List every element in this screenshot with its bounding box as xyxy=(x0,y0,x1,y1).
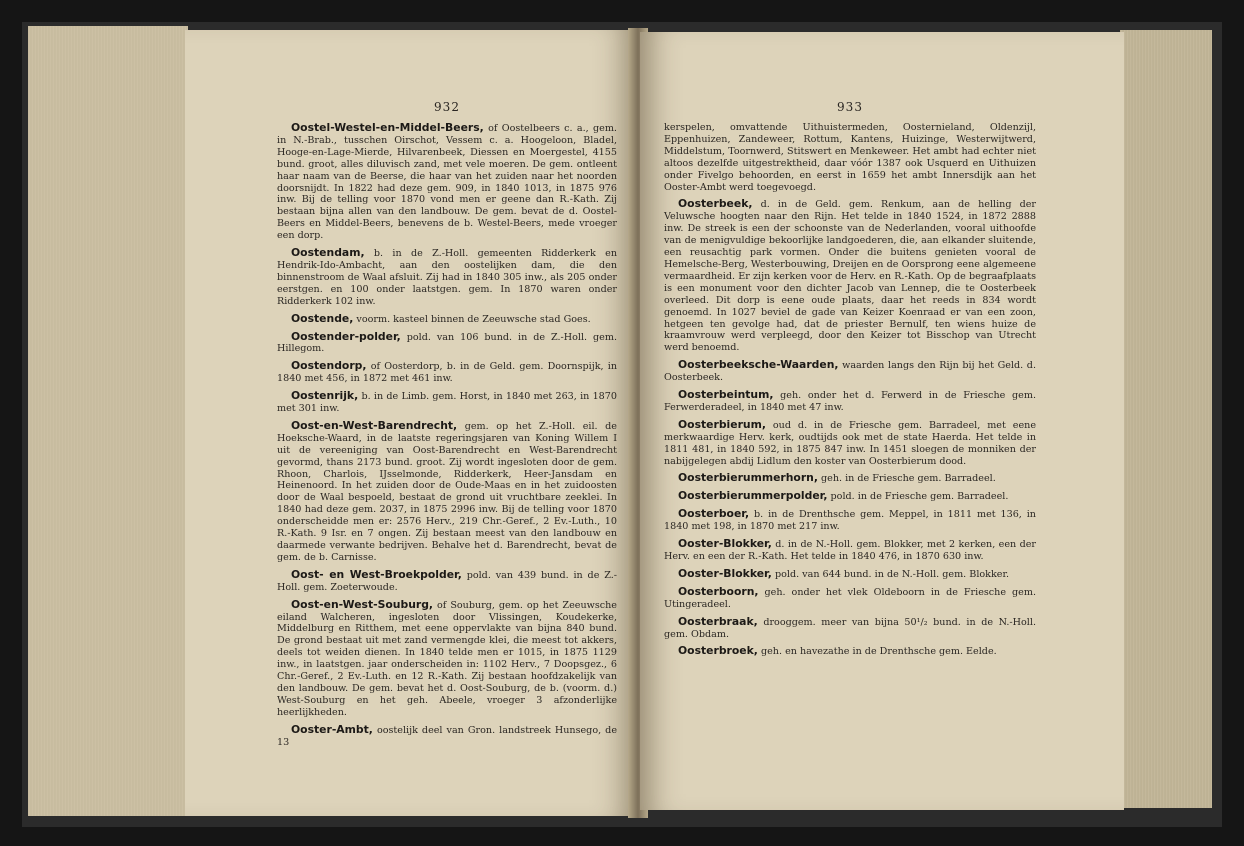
entry-text: oud d. in de Friesche gem. Barradeel, met eene merkwaardige Herv. kerk, oudtijds ook met de state Haerda. Het telde in 1811 481, in 1840 592, in 1875 847 inw. In 1451 sloegen de monniken der nabijgelegen abdij Lidlum den koster van Oosterbierum dood. xyxy=(664,419,1036,467)
entry-text: b. in de Limb. gem. Horst, in 1840 met 263, in 1870 met 301 inw. xyxy=(277,391,617,415)
dictionary-entry xyxy=(664,568,1036,581)
entry-list xyxy=(664,198,1036,658)
dictionary-entry xyxy=(277,122,617,242)
entry-text: of Oosterdorp, b. in de Geld. gem. Doornspijk, in 1840 met 456, in 1872 met 461 inw. xyxy=(277,361,617,385)
entry-text: d. in de Geld. gem. Renkum, aan de helling der Veluwsche hoogten naar den Rijn. Het telde in 1840 1524, in 1872 2888 inw. De streek is een der schoonste van de Nederlanden, vooral uithoofde van de menigvuldige bekoorlijke landgoederen, die, aan elkander sluitende, een reusachtig park vormen. Onder die buitens genieten vooral de Hemelsche-Berg, Westerbouwing, Dreijen en de Oorsprong eene algemeene vermaardheid. Er zijn kerken voor de Herv. en R.-Kath. Op de begraafplaats is een monument voor den dichter Jacob van Lennep, die te Oosterbeek overleed. Dit dorp is eene oude plaats, daar het reeds in 834 wordt genoemd. In 1027 beviel de gade van Keizer Koenraad er van een zoon, hetgeen ten gevolge had, dat de priester Bernulf, ten wiens huize de kraamvrouw werd verpleegd, door den Keizer tot Bisschop van Utrecht werd benoemd. xyxy=(664,199,1036,354)
dictionary-entry xyxy=(664,508,1036,533)
entry-headword: Oosterbeintum, xyxy=(678,388,774,402)
entry-text: pold. van 644 bund. in de N.-Holl. gem. Blokker. xyxy=(771,568,1010,580)
entry-headword: Oostendam, xyxy=(291,246,365,260)
entry-headword: Oostel-Westel-en-Middel-Beers, xyxy=(291,121,484,134)
entry-headword: Oosterboer, xyxy=(678,507,750,521)
entry-text: pold. in de Friesche gem. Barradeel. xyxy=(827,491,1009,503)
entry-text: gem. op het Z.-Holl. eil. de Hoeksche-Waard, in de laatste regeringsjaren van Koning Willem I uit de vereeniging van Oost-Barendrecht en West-Barendrecht gevormd, thans 2173 bund. groot. Zij wordt ingesloten door de gem. Rhoon, Charlois, IJsselmonde, Ridderkerk, Heer-Jansdam en Heinenoord. In het zuiden door de Oude-Maas en in het zuidoosten door de Waal bespoeld, bestaat de grond uit vruchtbare zeeklei. In 1840 had deze gem. 2037, in 1875 2996 inw. Bij de telling voor 1870 onderscheidde men er: 2576 Herv., 219 Chr.-Geref., 2 Ev.-Luth., 10 R.-Kath. 9 Isr. en 7 ongen. Zij bestaan meest van den landbouw en daarmede verwante bedrijven. Behalve het d. Barendrecht, bevat de gem. de b. Carnisse. xyxy=(277,420,617,563)
dictionary-entry xyxy=(664,490,1036,503)
entry-headword: Oostenrijk, xyxy=(291,389,359,403)
dictionary-entry xyxy=(277,331,617,356)
dictionary-entry xyxy=(277,390,617,415)
entry-headword: Oosterbierummerhorn, xyxy=(678,471,818,485)
entry-text: geh. in de Friesche gem. Barradeel. xyxy=(817,473,996,485)
dictionary-entry xyxy=(277,360,617,385)
entry-headword: Oosterbeeksche-Waarden, xyxy=(678,358,839,372)
dictionary-entry xyxy=(277,247,617,308)
entry-headword: Oosterbeek, xyxy=(678,197,753,211)
entry-headword: Oosterbraak, xyxy=(678,614,758,628)
page-number: 933 xyxy=(837,100,863,114)
entry-text: voorm. kasteel binnen de Zeeuwsche stad Goes. xyxy=(353,313,591,325)
entry-headword: Oostende, xyxy=(291,311,354,325)
entry-text: d. in de N.-Holl. gem. Blokker, met 2 kerken, een der Herv. en een der R.-Kath. Het telde in 1840 476, in 1870 630 inw. xyxy=(664,539,1036,562)
entry-headword: Oostender-polder, xyxy=(291,329,401,343)
dictionary-entry xyxy=(664,198,1036,354)
entry-headword: Oost-en-West-Souburg, xyxy=(291,597,434,611)
dictionary-entry xyxy=(664,419,1036,468)
entry-list xyxy=(277,122,617,749)
entry-headword: Ooster-Blokker, xyxy=(678,537,772,551)
entry-text: b. in de Z.-Holl. gemeenten Ridderkerk en Hendrik-Ido-Ambacht, aan den oostelijken dam, die den binnenstroom de Waal afsluit. Zij had in 1840 305 inw., als 205 onder eerstgen. en 100 onder laatstgen. gem. In 1870 waren onder Ridderkerk 102 inw. xyxy=(277,248,617,307)
dictionary-entry xyxy=(664,538,1036,563)
entry-headword: Ooster-Ambt, xyxy=(291,722,373,736)
entry-text: oostelijk deel van Gron. landstreek Hunsego, de 13 xyxy=(277,724,617,748)
entry-text: pold. van 106 bund. in de Z.-Holl. gem. Hillegom. xyxy=(277,331,617,355)
entry-text: b. in de Drenthsche gem. Meppel, in 1811 met 136, in 1840 met 198, in 1870 met 217 inw. xyxy=(664,509,1036,533)
left-page xyxy=(185,30,635,816)
entry-text: waarden langs den Rijn bij het Geld. d. Oosterbeek. xyxy=(664,360,1036,384)
dictionary-entry xyxy=(664,645,1036,658)
page-number: 932 xyxy=(434,100,460,114)
dictionary-entry xyxy=(664,616,1036,641)
continued-entry-text: kerspelen, omvattende Uithuistermeden, Oosternieland, Oldenzijl, Eppenhuizen, Zandeweer, Rottum, Kantens, Huizinge, Westerwijtwerd, Middelstum, Toornwerd, Stitswert en Menkeweer. Het ambt had echter niet altoos dezelfde uitgestrektheid, daar vóór 1387 ook Usquerd en Uithuizen onder Fivelgo behoorden, en eerst in 1659 het ambt Innersdijk aan het Ooster-Ambt werd toegevoegd. xyxy=(664,122,1036,193)
dictionary-entry xyxy=(664,359,1036,384)
entry-headword: Ooster-Blokker, xyxy=(678,566,772,580)
entry-text: of Oostelbeers c. a., gem. in N.-Brab., tusschen Oirschot, Vessem c. a. Hoogeloon, Bladel, Hooge-en-Lage-Mierde, Hilvarenbeek, Diessen en Moergestel, 4155 bund. groot, alles diluvisch zand, met vele moeren. De gem. ontleent haar naam van de Beerse, die haar van het zuiden naar het noorden doorsnijdt. In 1822 had deze gem. 909, in 1840 1013, in 1875 976 inw. Bij de telling voor 1870 vond men er geene dan R.-Kath. Zij bestaan bijna allen van den landbouw. De gem. bevat de d. Oostel-Beers en Middel-Beers, benevens de b. Westel-Beers, mede vroeger een dorp. xyxy=(277,123,617,242)
dictionary-entry xyxy=(277,724,617,749)
dictionary-entry xyxy=(664,586,1036,611)
entry-text: geh. en havezathe in de Drenthsche gem. Eelde. xyxy=(757,646,997,658)
right-page-edges xyxy=(1120,30,1212,808)
dictionary-entry xyxy=(277,420,617,564)
entry-text: geh. onder het d. Ferwerd in de Friesche gem. Ferwerderadeel, in 1840 met 47 inw. xyxy=(664,390,1036,413)
entry-headword: Oost-en-West-Barendrecht, xyxy=(291,418,458,432)
entry-headword: Oostendorp, xyxy=(291,359,367,373)
entry-text: drooggem. meer van bijna 50¹/₂ bund. in de N.-Holl. gem. Obdam. xyxy=(664,616,1036,640)
entry-text: of Souburg, gem. op het Zeeuwsche eiland Walcheren, ingesloten door Vlissingen, Koudekerke, Middelburg en Ritthem, met eene oppervlakte van bijna 840 bund. De grond bestaat uit met zand vermengde klei, die meest tot akkers, deels tot weiden dienen. In 1840 telde men er 1015, in 1875 1129 inw., in laatstgen. jaar onderscheiden in: 1102 Herv., 7 Doopsgez., 6 Chr.-Geref., 2 Ev.-Luth. en 12 R.-Kath. Zij bestaan hoofdzakelijk van den landbouw. De gem. bevat het d. Oost-Souburg, de b. (voorm. d.) West-Souburg en het geh. Abeele, vroeger 3 afzonderlijke heerlijkheden. xyxy=(277,599,617,718)
entry-text: geh. onder het vlek Oldeboorn in de Friesche gem. Utingeradeel. xyxy=(664,586,1036,610)
entry-text: pold. van 439 bund. in de Z.-Holl. gem. Zoeterwoude. xyxy=(277,569,617,593)
left-page-edges xyxy=(28,26,188,816)
entry-headword: Oost- en West-Broekpolder, xyxy=(291,567,462,581)
entry-headword: Oosterboorn, xyxy=(678,584,759,598)
entry-headword: Oosterbierum, xyxy=(678,417,766,431)
dictionary-entry xyxy=(277,599,617,719)
entry-headword: Oosterbierummerpolder, xyxy=(678,489,828,503)
dictionary-entry xyxy=(664,389,1036,414)
entry-headword: Oosterbroek, xyxy=(678,644,758,658)
dictionary-entry xyxy=(277,569,617,594)
dictionary-entry xyxy=(664,472,1036,485)
right-page xyxy=(640,32,1124,810)
dictionary-entry xyxy=(277,313,617,326)
